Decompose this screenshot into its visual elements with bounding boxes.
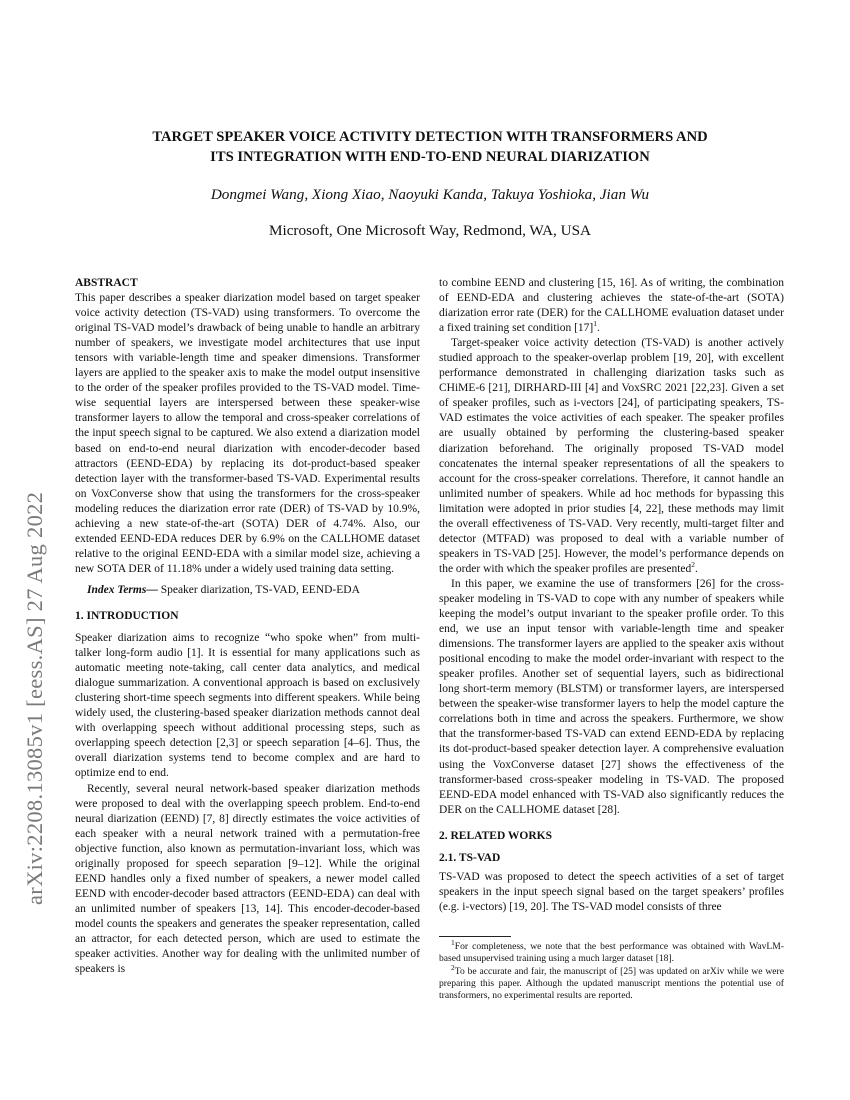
abstract-heading: ABSTRACT: [75, 277, 138, 289]
intro-heading: 1. INTRODUCTION: [75, 609, 179, 622]
footnote-2: $^2$To be accurate and fair, the manuscript of [25] was updated on arXiv while we were preparing this paper. Although the updated manuscript mentions the potential use of transformers, no experimental results are reported.: [439, 962, 784, 1002]
author-list: Dongmei Wang, Xiong Xiao, Naoyuki Kanda, Takuya Yoshioka, Jian Wu: [210, 186, 650, 203]
related-works-heading: 2. RELATED WORKS: [439, 829, 553, 842]
related-paragraph-1: TS-VAD was proposed to detect the speech activities of a set of target speakers in the input speech signal based on the target speakers’ profiles (e.g. i-vectors) [19, 20]. The TS-VAD model consists of three: [439, 870, 784, 913]
index-terms-label: Index Terms—: [87, 583, 158, 596]
abstract-text: This paper describes a speaker diarization model based on target speaker voice activity detection (TS-VAD) using transformers. To overcome the original TS-VAD model’s drawback of being unable to handle an arbitrary number of speakers, we investigate model architectures that use input tensors with variable-length time and speaker dimensions. Transformer layers are applied to the speaker axis to make the model output insensitive to the order of the speaker profiles provided to the TS-VAD model. Time-wise sequential layers are interspersed between these speaker-wise transformer layers to allow the temporal and cross-speaker correlations of the input speech signal to be captured. We also extend a diarization model based on end-to-end neural diarization with encoder-decoder based attractors (EEND-EDA) by replacing its dot-product-based speaker detection layer with the transformer-based TS-VAD. Experimental results on VoxConverse show that using the transformers for the cross-speaker modeling reduces the diarization error rate (DER) of TS-VAD by 10.9%, achieving a new state-of-the-art (SOTA) DER of 4.74%. Also, our extended EEND-EDA reduces DER by 6.9% on the CALLHOME dataset relative to the original EEND-EDA with a similar model size, achieving a new SOTA DER of 11.18% under a widely used training data setting.: [75, 292, 420, 575]
intro-paragraph-2: Recently, several neural network-based speaker diarization methods were proposed to deal with the overlapping speech problem. End-to-end neural diarization (EEND) [7, 8] directly estimates the voice activities of each speaker with a neural network trained with a permutation-free objective function, also known as permutation-invariant loss, which was originally proposed for speech separation [9–12]. While the original EEND handles only a fixed number of speakers, a newer model called EEND with encoder-decoder based attractors (EEND-EDA) can deal with an unlimited number of speakers [13, 14]. This encoder-decoder-based model counts the speakers and generates the speaker representation, called an attractor, for each detected person, which are used to estimate the speaker activities. Another way for dealing with the unlimited number of speakers is: [75, 782, 420, 976]
ts-vad-subheading: 2.1. TS-VAD: [439, 851, 501, 864]
right-column: [439, 276, 784, 915]
footnote-ref-1: 1: [593, 319, 598, 329]
intro-paragraph-4: Target-speaker voice activity detection (TS-VAD) is another actively studied approach to the speaker-overlap problem [19, 20], with excellent performance demonstrated in challenging diarization tasks such as CHiME-6 [21], DIRHARD-III [4] and VoxSRC 2021 [22,23]. Given a set of speaker profiles, such as i-vectors [24], of participating speakers, TS-VAD estimates the voice activities of each speaker. The speaker profiles are usually obtained by performing the clustering-based speaker diarization beforehand. The originally proposed TS-VAD model concatenates the internal speaker representations of all the speakers to account for the cross-speaker correlations. Therefore, it cannot handle an unlimited number of speakers. While ad hoc methods for bypassing this limitation were adopted in prior studies [4, 22], these methods may limit the overall effectiveness of TS-VAD. Very recently, multi-target filter and detector (MTFAD) was proposed to deal with a variable number of speakers in TS-VAD [25]. However, the model’s performance depends on the order with which the speaker profiles are presented$^2$.: [439, 337, 784, 575]
paper-title: [80, 127, 780, 167]
intro-paragraph-3: to combine EEND and clustering [15, 16]. As of writing, the combination of EEND-EDA and clustering achieves the state-of-the-art (SOTA) diarization error rate (DER) for the CALLHOME evaluation dataset under a fixed training set condition $[17]^1$.: [439, 277, 784, 335]
title-line-2: ITS INTEGRATION WITH END-TO-END NEURAL DIARIZATION: [210, 149, 650, 165]
affiliation: Microsoft, One Microsoft Way, Redmond, WA, USA: [268, 222, 592, 239]
footnote-1: $^1$For completeness, we note that the best performance was obtained with WavLM-based unsupervised training using a much larger dataset [18].: [439, 937, 784, 965]
left-column: [75, 276, 420, 977]
index-terms: [75, 583, 420, 598]
footnote-ref-2: 2: [691, 560, 696, 570]
title-line-1: TARGET SPEAKER VOICE ACTIVITY DETECTION WITH TRANSFORMERS AND: [152, 129, 708, 145]
index-terms-text: Speaker diarization, TS-VAD, EEND-EDA: [157, 583, 360, 596]
intro-paragraph-1: Speaker diarization aims to recognize “who spoke when” from multi-talker long-form audio [1]. It is essential for many applications such as automatic meeting note-taking, call center data analytics, and medical dialogue summarization. A conventional approach is based on exclusively clustering short-time speech segments into different speakers. While being widely used, the clustering-based speaker diarization methods cannot deal with overlapping speech without additional processing steps, such as overlapping speech detection [2,3] or speech separation [4–6]. Thus, the overall diarization systems tend to become complex and are hard to optimize end to end.: [75, 632, 420, 780]
footnote-rule: [439, 936, 511, 937]
footnotes: [439, 936, 784, 1002]
arxiv-identifier: arXiv:2208.13085v1 [eess.AS] 27 Aug 2022: [22, 491, 47, 905]
intro-paragraph-5: In this paper, we examine the use of transformers [26] for the cross-speaker modeling in TS-VAD to cope with any number of speakers while keeping the model’s output invariant to the speaker profile order. To this end, we use an input tensor with variable-length time and speaker dimensions. The transformer layers are applied to the speaker axis without positional encoding to make the model order-invariant with respect to the speaker profiles. Another set of sequential layers, such as bidirectional long short-term memory (BLSTM) or transformer layers, are interspersed between the speaker-wise transformer layers to help the model capture the correlations both in time and across the speakers. Furthermore, we show that the transformer-based TS-VAD can extend EEND-EDA by replacing its dot-product-based speaker detection layer. A comprehensive evaluation using the VoxConverse dataset [27] shows the effectiveness of the transformer-based cross-speaker modeling in TS-VAD. The proposed EEND-EDA model enhanced with TS-VAD also significantly reduces the DER on the CALLHOME dataset [28].: [439, 577, 784, 816]
